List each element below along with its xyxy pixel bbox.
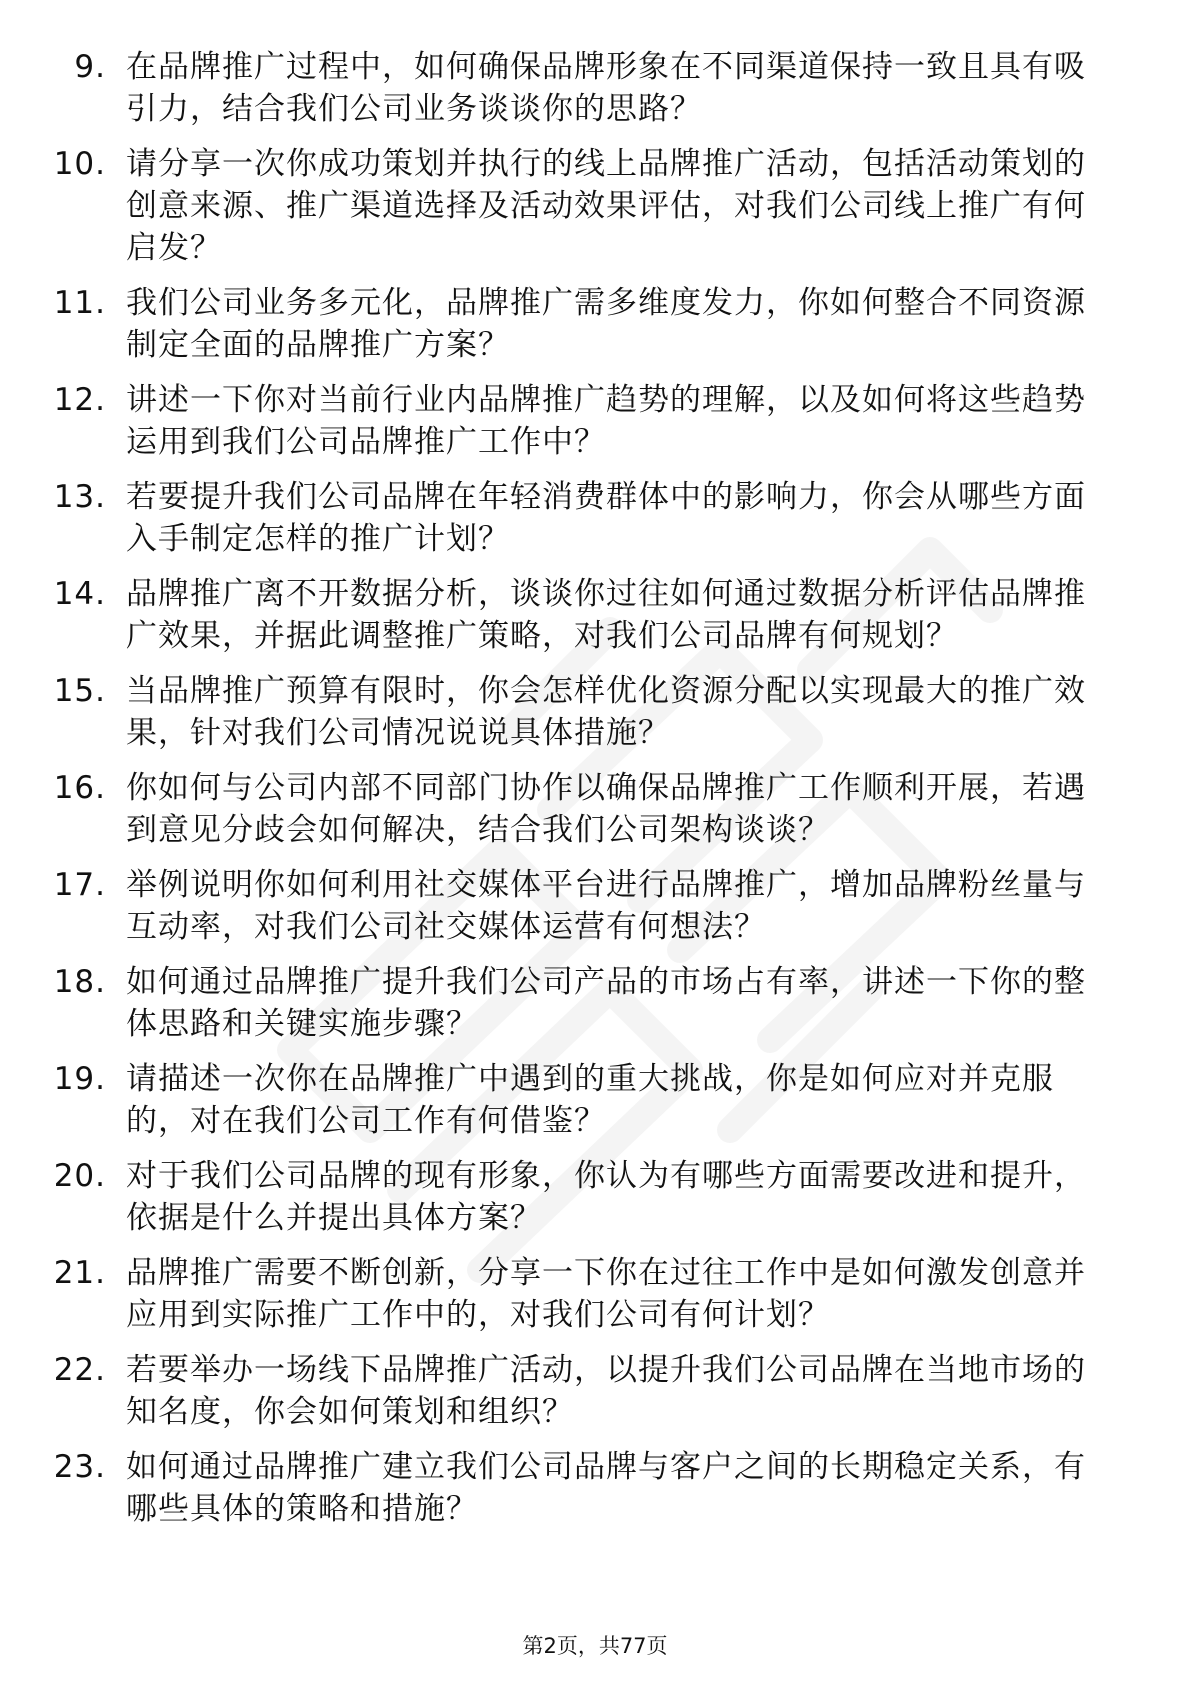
list-item <box>0 46 1106 130</box>
question-text: 在品牌推广过程中，如何确保品牌形象在不同渠道保持一致且具有吸引力，结合我们公司业务谈谈你的思路？ <box>126 49 1086 127</box>
list-item <box>0 1252 1106 1336</box>
list-item <box>0 573 1106 657</box>
question-number: 13. <box>53 479 106 515</box>
question-text: 我们公司业务多元化，品牌推广需多维度发力，你如何整合不同资源制定全面的品牌推广方案？ <box>126 285 1086 363</box>
question-number: 9. <box>74 49 106 85</box>
list-item <box>0 767 1106 851</box>
list-item <box>0 282 1106 366</box>
question-text: 请描述一次你在品牌推广中遇到的重大挑战，你是如何应对并克服的，对在我们公司工作有何借鉴？ <box>126 1061 1054 1139</box>
question-text: 当品牌推广预算有限时，你会怎样优化资源分配以实现最大的推广效果，针对我们公司情况说说具体措施？ <box>126 673 1086 751</box>
question-number: 22. <box>53 1352 106 1388</box>
question-number: 19. <box>53 1061 106 1097</box>
list-item <box>0 379 1106 463</box>
question-text: 品牌推广需要不断创新，分享一下你在过往工作中是如何激发创意并应用到实际推广工作中的，对我们公司有何计划？ <box>126 1255 1086 1333</box>
question-number: 10. <box>53 146 106 182</box>
list-item <box>0 1058 1106 1142</box>
question-text: 举例说明你如何利用社交媒体平台进行品牌推广，增加品牌粉丝量与互动率，对我们公司社交媒体运营有何想法？ <box>126 867 1086 945</box>
list-item <box>0 1446 1106 1530</box>
question-number: 14. <box>53 576 106 612</box>
question-text: 你如何与公司内部不同部门协作以确保品牌推广工作顺利开展，若遇到意见分歧会如何解决，结合我们公司架构谈谈？ <box>126 770 1086 848</box>
question-text: 若要提升我们公司品牌在年轻消费群体中的影响力，你会从哪些方面入手制定怎样的推广计划？ <box>126 479 1086 557</box>
question-number: 11. <box>53 285 106 321</box>
question-text: 如何通过品牌推广建立我们公司品牌与客户之间的长期稳定关系，有哪些具体的策略和措施？ <box>126 1449 1086 1527</box>
list-item <box>0 961 1106 1045</box>
question-number: 15. <box>53 673 106 709</box>
list-item <box>0 864 1106 948</box>
question-text: 讲述一下你对当前行业内品牌推广趋势的理解，以及如何将这些趋势运用到我们公司品牌推广工作中？ <box>126 382 1086 460</box>
list-item <box>0 670 1106 754</box>
question-text: 请分享一次你成功策划并执行的线上品牌推广活动，包括活动策划的创意来源、推广渠道选择及活动效果评估，对我们公司线上推广有何启发？ <box>126 146 1086 266</box>
question-text: 若要举办一场线下品牌推广活动，以提升我们公司品牌在当地市场的知名度，你会如何策划和组织？ <box>126 1352 1086 1430</box>
list-item <box>0 476 1106 560</box>
question-number: 21. <box>53 1255 106 1291</box>
question-text: 如何通过品牌推广提升我们公司产品的市场占有率，讲述一下你的整体思路和关键实施步骤？ <box>126 964 1086 1042</box>
question-list <box>0 46 1190 1543</box>
question-number: 23. <box>53 1449 106 1485</box>
question-text: 对于我们公司品牌的现有形象，你认为有哪些方面需要改进和提升，依据是什么并提出具体方案？ <box>126 1158 1086 1236</box>
list-item <box>0 1155 1106 1239</box>
question-text: 品牌推广离不开数据分析，谈谈你过往如何通过数据分析评估品牌推广效果，并据此调整推广策略，对我们公司品牌有何规划？ <box>126 576 1086 654</box>
page-footer: 第2页，共77页 <box>522 1634 668 1658</box>
question-number: 16. <box>53 770 106 806</box>
list-item <box>0 143 1106 269</box>
question-number: 18. <box>53 964 106 1000</box>
question-number: 17. <box>53 867 106 903</box>
question-number: 20. <box>53 1158 106 1194</box>
list-item <box>0 1349 1106 1433</box>
question-number: 12. <box>53 382 106 418</box>
